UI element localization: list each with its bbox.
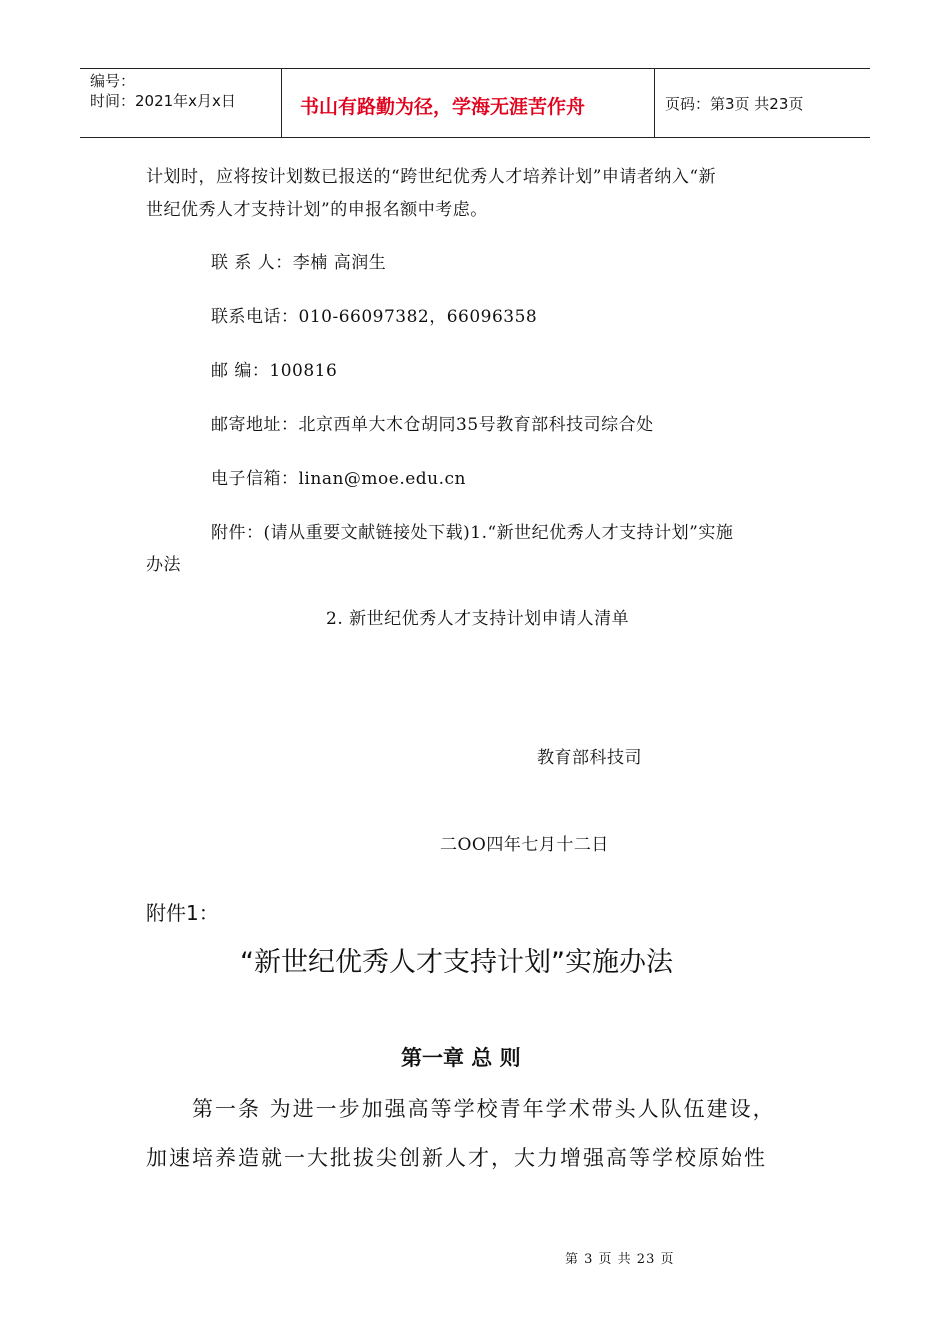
header-divider (654, 69, 655, 137)
document-time-label: 时间：2021年x月x日 (90, 92, 236, 110)
header-motto: 书山有路勤为径，学海无涯苦作舟 (300, 96, 586, 118)
document-number-label: 编号： (90, 72, 136, 90)
appendix-title: “新世纪优秀人才支持计划”实施办法 (240, 947, 673, 978)
header-page-label: 页码：第3页 共23页 (665, 95, 804, 113)
mailing-address: 邮寄地址：北京西单大木仓胡同35号教育部科技司综合处 (211, 415, 654, 435)
contact-person: 联 系 人：李楠 高润生 (211, 253, 387, 273)
appendix-label: 附件1： (146, 901, 219, 925)
attachment-line: 附件：(请从重要文献链接处下载)1.“新世纪优秀人才支持计划”实施 (211, 523, 734, 543)
article-line: 加速培养造就一大批拔尖创新人才，大力增强高等学校原始性 (146, 1146, 767, 1170)
attachment-line: 办法 (146, 555, 181, 575)
paragraph-line: 世纪优秀人才支持计划”的申报名额中考虑。 (146, 200, 488, 220)
document-date: 二OO四年七月十二日 (440, 835, 609, 855)
contact-phone: 联系电话：010-66097382，66096358 (211, 307, 538, 327)
paragraph-line: 计划时，应将按计划数已报送的“跨世纪优秀人才培养计划”申请者纳入“新 (146, 167, 717, 187)
page-footer: 第 3 页 共 23 页 (565, 1252, 675, 1267)
attachment-item: 2. 新世纪优秀人才支持计划申请人清单 (326, 609, 630, 629)
article-line: 第一条 为进一步加强高等学校青年学术带头人队伍建设， (192, 1097, 776, 1121)
postcode: 邮 编：100816 (211, 361, 338, 381)
signer: 教育部科技司 (537, 748, 642, 768)
chapter-heading: 第一章 总 则 (401, 1046, 521, 1070)
header-divider (281, 69, 282, 137)
email-address: 电子信箱：linan@moe.edu.cn (211, 469, 466, 489)
